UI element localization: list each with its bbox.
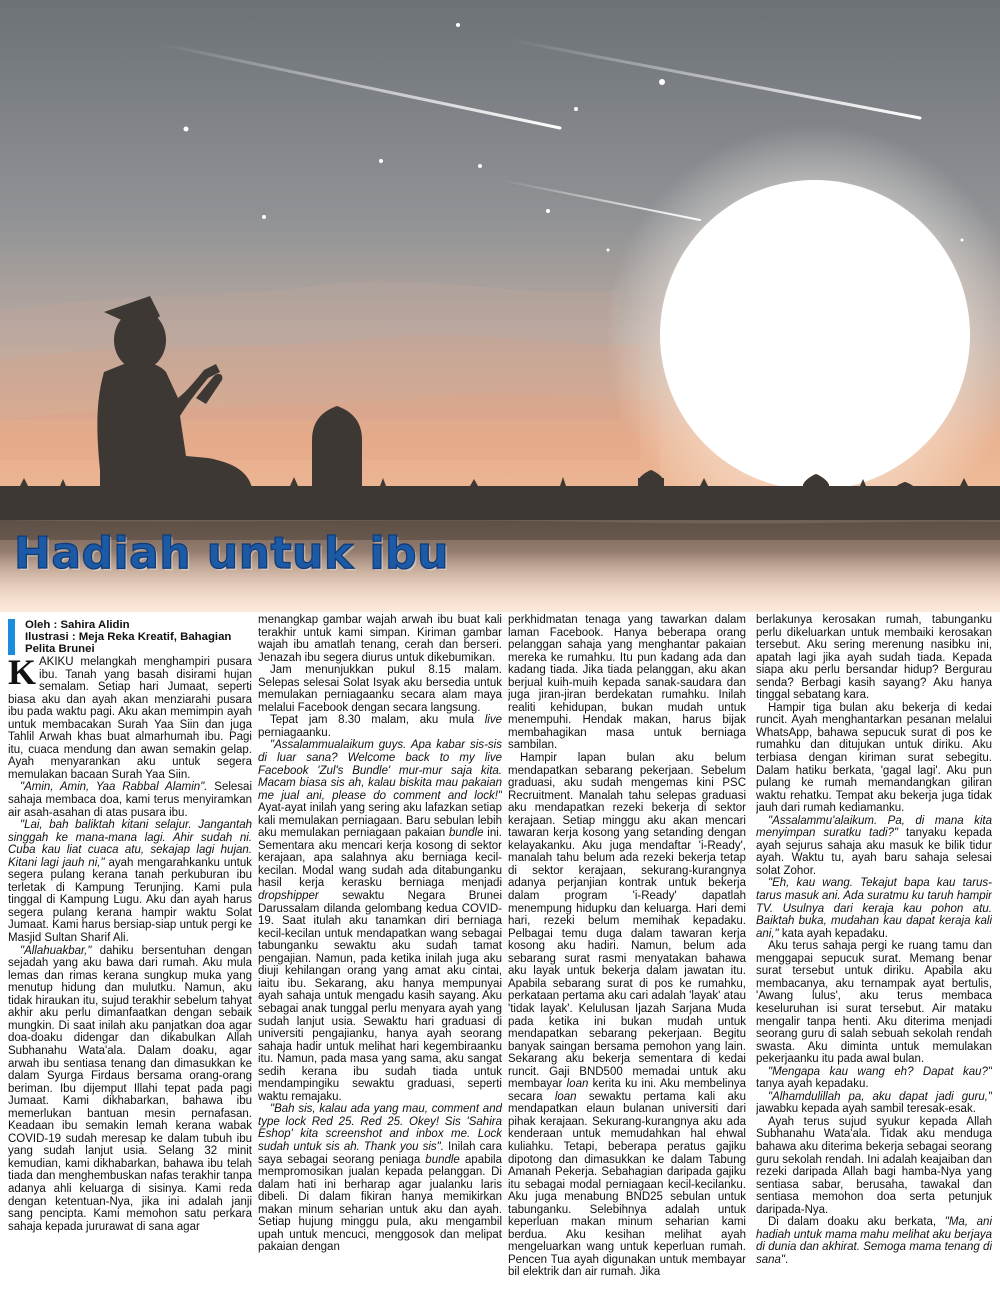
dialogue: "Bah sis, kalau ada yang mau, comment and type lock Red 25. Red 25. Okey! Sis 'Sahira Eshop' kita screenshot and inbox me. Lock sudah untuk sis ah. Thank you sis". xyxy=(258,1103,502,1153)
paragraph-text: sewaktu pertama kali aku mendapatkan elaun bulanan universiti dari pihak kerajaan. Sekurang-kurangnya aku ada kenderaan untuk memudahkan hal ehwal kuliahku. Tetapi, beberapa peratus gajiku dipotong dan dimasukkan ke dalam Tabung Amanah Pekerja. Sebahagian daripada gajiku itu sebagai modal perniagaan kecil-kecilanku. Aku juga menabung BND25 sebulan untuk tabunganku. Selebihnya adalah untuk keperluan makan minum seharian kami berdua. Aku kesihan melihat ayah mengeluarkan wang untuk keperluan rumah. Pencen Tua ayah digunakan untuk membayar bil elektrik dan air rumah. Jika xyxy=(508,1090,746,1279)
paragraph-text: AKIKU melangkah menghampiri pusara ibu. Tanah yang basah disirami hujan semalam. Setiap hari Jumaat, seperti biasa aku dan ayah akan menziarahi pusara ibu pada waktu pagi. Aku akan memimpin ayah untuk membacakan Surah Yaa Siin dan juga Tahlil Arwah khas buat almarhumah ibu. Pagi itu, cuaca mendung dan awan semakin gelap. Ayah menyarankan aku untuk segera memulakan bacaan Surah Yaa Siin. xyxy=(8,656,252,781)
paragraph xyxy=(258,714,502,739)
paragraph-text: Aku terus sahaja pergi ke ruang tamu dan menggapai sepucuk surat. Memang benar surat tersebut untuk diriku. Apabila aku membacanya, aku ternampak ayat bertulis, 'Awang lulus', aku terus membaca keseluruhan isi surat tersebut. Air mataku mengalir tanpa henti. Aku diterima menjadi seorang guru di salah sebuah sekolah rendah swasta. Aku diminta untuk memulakan pekerjaanku itu pada awal bulan. xyxy=(756,940,992,1066)
dialogue: "Allahuakbar," xyxy=(20,944,92,957)
paragraph xyxy=(756,877,992,940)
paragraph-text: ini. Sementara aku mencari kerja kosong di sektor kerajaan, apa salahnya aku berniaga kecil-kecilan. Modal wang sudah ada ditabunganku hasil kerja kerasku berniaga menjadi xyxy=(258,827,502,890)
dialogue: "Assalammu'alaikum. Pa, di mana kita menyimpan suratku tadi?" xyxy=(756,814,992,840)
paragraph-text: menangkap gambar wajah arwah ibu buat kali terakhir untuk kami simpan. Kiriman gambar wajah ibu amatlah tenang, cerah dan berseri. Jenazah ibu segera diurus untuk dikebumikan. xyxy=(258,614,502,664)
emphasis: bundle xyxy=(448,827,484,840)
dialogue: "Lai, bah baliktah kitani selajur. Jangantah singgah ke mana-mana lagi. Ahir sudah ni. Cuba kau liat cuaca atu, sekajap lagi hujan. Kitani lagi jauh ni," xyxy=(8,819,252,869)
paragraph xyxy=(756,1116,992,1216)
paragraph-text: Ayat-ayat inilah yang sering aku lafazkan setiap kali memulakan perniagaan. Baru sebulan lebih aku memulakan perniagaan pakaian xyxy=(258,802,502,840)
dialogue: "Assalammualaikum guys. Apa kabar sis-sis di luar sana? Welcome back to my live Facebook 'Zul's Bundle' mur-mur saja kita. Macam biasa sis ah, kalau biskita mau pakaian me jual ani, please do comment and lock!" xyxy=(258,739,502,802)
paragraph-text: . xyxy=(785,1253,789,1266)
paragraph-text: ayah mengarahkanku untuk segera pulang kerana tanah perkuburan ibu terletak di Kampung Terunjing. Kami pula tinggal di Kampung Lugu. Aku dan ayah harus segera pulang kerana hampir waktu Solat Jumaat. Kami harus bersiap-siap untuk pergi ke Masjid Sultan Sharif Ali. xyxy=(8,856,252,945)
paragraph-text: Jam menunjukkan pukul 8.15 malam. Selepas selesai Solat Isyak aku bersedia untuk memulakan perniagaanku secara alam maya melalui Facebook dengan secara langsung. xyxy=(258,664,502,714)
paragraph xyxy=(8,656,252,781)
paragraph-text: Di dalam doaku aku berkata, xyxy=(768,1216,945,1229)
drop-cap: K xyxy=(8,656,37,692)
illustration-credit: Ilustrasi : Meja Reka Kreatif, Bahagian xyxy=(25,631,232,643)
paragraph-text: Hampir tiga bulan aku bekerja di kedai runcit. Ayah menghantarkan pesanan melalui WhatsApp, bahawa sepucuk surat di pos ke rumahku dan ditujukan untuk diriku. Aku terbiasa dengan kiriman surat sebegitu. Dalam hatiku berkata, 'gagal lagi'. Aku pun pulang ke rumah memandangkan giliran waktu rehatku. Tempat aku bekerja juga tidak jauh dari rumah kediamanku. xyxy=(756,701,992,815)
dialogue: "Eh, kau wang. Tekajut bapa kau tarus-tarus masuk ani. Ada suratmu ku taruh hampir TV. Usulnya dari keraja kau pohon atu. Baiktah buka, mudahan kau dapat keraja kali ani," xyxy=(756,877,992,940)
paragraph xyxy=(756,702,992,815)
paragraph-text: tanya ayah kepadaku. xyxy=(756,1078,869,1091)
byline xyxy=(8,619,269,655)
paragraph-text: kerita ku ini. Aku membelinya secara xyxy=(508,1078,746,1103)
emphasis: live xyxy=(484,714,502,727)
article-title: Hadiah untuk ibu xyxy=(14,528,449,579)
paragraph-text: Ayah terus sujud syukur kepada Allah Subhanahu Wata'ala. Tidak aku menduga bahawa aku diterima bekerja sebagai seorang guru sekolah rendah. Ini adalah keajaiban dan rezeki daripada Allah bagi hamba-Nya yang sentiasa sabar, berusaha, tawakal dan sentiasa memohon doa serta petunjuk daripada-Nya. xyxy=(756,1115,992,1216)
paragraph xyxy=(756,815,992,878)
paragraph-text: kata ayah kepadaku. xyxy=(778,927,888,940)
paragraph-text: tanyaku kepada ayah sejurus sahaja aku masuk ke bilik tidur ayah. Waktu tu, ayah baru sahaja selesai solat Zohor. xyxy=(756,827,992,877)
paragraph xyxy=(8,945,252,1234)
paragraph xyxy=(756,1216,992,1266)
paragraph-text: perniagaanku. xyxy=(258,726,331,739)
paragraph-text: sewaktu Negara Brunei Darussalam dilanda gelombang kedua COVID-19. Saat itulah aku tanamkan diri berniaga kecil-kecilan untuk mendapatkan wang sebagai tabunganku sewaktu aku sudah tamat pengajian. Namun, pada ketika inilah juga aku diuji kehilangan orang yang amat aku cintai, iaitu ibu. Sekarang, aku hanya mempunyai ayah sahaja untuk mengadu kasih sayang. Aku sebagai anak tunggal perlu menyara ayah yang sudah lanjut usia. Sewaktu hari graduasi di universiti pengajianku, hanya ayah seorang sahaja hadir untuk melihat hari kegembiraanku itu. Namun, pada masa yang sama, aku sangat sedih kerana ibu sudah tiada untuk mendampingiku sewaktu graduasi, seperti waktu remajaku. xyxy=(258,890,502,1103)
dialogue: "Mengapa kau wang eh? Dapat kau?" xyxy=(768,1065,992,1078)
paragraph-text: perkhidmatan tenaga yang tawarkan dalam laman Facebook. Hanya beberapa orang pelanggan sahaja yang menghantar pakaian mereka ke rumahku. Itu pun kadang ada dan kadang tiada. Jika tiada pelanggan, aku akan berjual kuih-muih kepada sanak-saudara dan juga jiran-jiran berdekatan rumahku. Inilah realiti kehidupan, bukan mudah untuk menempuhi. Hendak makan, harus bijak membahagikan masa untuk berniaga sambilan. xyxy=(508,614,746,752)
paragraph xyxy=(258,664,502,714)
paragraph-text: Selesai sahaja membaca doa, kami terus menyiramkan air asah-asahan di atas pusara ibu. xyxy=(8,781,252,819)
paragraph xyxy=(258,1103,502,1254)
paragraph-text: dahiku bersentuhan dengan sejadah yang aku bawa dari rumah. Aku mula lemas dan rimas kerana sungkup muka yang menutup hidung dan mulutku. Namun, aku tidak hiraukan itu, sujud terakhir sebelum tahyat akhir aku perlu dimanfaatkan dengan sebaik mungkin. Di saat inilah aku panjatkan doa agar doa-doaku didengar dan dikabulkan Allah Subhanahu Wata'ala. Dalam doaku, agar arwah ibu sentiasa tenang dan dimasukkan ke dalam Syurga Firdaus bersama orang-orang beriman. Ibu dijemput Illahi tepat pada pagi Jumaat. Kami dikhabarkan, bahawa ibu memerlukan bantuan mesin pernafasan. Keadaan ibu semakin lemah kerana wabak COVID-19 sudah meresap ke dalam tubuh ibu yang sudah lanjut usia. Selang 32 minit kemudian, kami dikhabarkan, bahawa ibu telah tiada dan menghembuskan nafas terakhir tanpa adanya ahli keluarga di sisinya. Kami reda dengan ketentuan-Nya, jika ini adalah janji sang pencipta. Kami memohon satu perkara sahaja kepada jururawat di sana agar xyxy=(8,944,252,1233)
dialogue: "Alhamdulillah pa, aku dapat jadi guru," xyxy=(768,1090,992,1103)
emphasis: loan xyxy=(566,1078,589,1091)
paragraph xyxy=(756,1091,992,1116)
illustration-credit-2: Pelita Brunei xyxy=(25,643,95,655)
paragraph xyxy=(8,819,252,944)
paragraph-text: berlakunya kerosakan rumah, tabunganku perlu dikeluarkan untuk membaiki kerosakan tersebut. Aku sering merenung nasibku ini, apatah lagi jika ayah sudah tiada. Kepada siapa aku perlu bersandar hidup? Bergurau senda? Berbagi kasih sayang? Aku hanya tinggal sebatang kara. xyxy=(756,614,992,702)
paragraph xyxy=(756,614,992,702)
paragraph xyxy=(8,781,252,819)
paragraph-text: Tepat jam 8.30 malam, aku mula xyxy=(270,714,485,727)
paragraph xyxy=(756,1066,992,1091)
paragraph xyxy=(508,614,746,752)
paragraph xyxy=(756,940,992,1065)
paragraph xyxy=(508,752,746,1279)
paragraph xyxy=(258,739,502,1103)
dialogue: "Ma, ani hadiah untuk mama mahu melihat aku berjaya di dunia dan akhirat. Semoga mama tenang di sana" xyxy=(756,1216,992,1266)
article-column-1 xyxy=(8,656,252,1292)
emphasis: loan xyxy=(554,1090,577,1103)
dialogue: "Amin, Amin, Yaa Rabbal Alamin". xyxy=(20,781,208,794)
paragraph xyxy=(258,614,502,664)
emphasis: dropshipper xyxy=(258,890,319,903)
paragraph-text: Inilah cara saya sebagai seorang peniaga xyxy=(258,1140,502,1166)
article-column-3 xyxy=(508,614,746,1292)
article-column-4 xyxy=(756,614,992,1292)
author-credit: Oleh : Sahira Alidin xyxy=(25,619,130,631)
article-column-2 xyxy=(258,614,502,1292)
paragraph-text: jawabku kepada ayah sambil teresak-esak. xyxy=(756,1103,976,1116)
night-cemetery-illustration xyxy=(0,0,1000,612)
paragraph-text: Hampir lapan bulan aku belum mendapatkan sebarang pekerjaan. Sebelum graduasi, aku sudah mengemas kini PSC Recruitment. Manalah tahu selepas graduasi aku mendapatkan rezeki bekerja di sektor kerajaan. Setiap minggu aku akan mencari tawaran kerja kosong yang setanding dengan kelayakanku. Aku juga mendaftar 'i-Ready', manalah tahu belum ada rezeki bekerja tetap di sektor kerajaan, sekurang-kurangnya adanya perjanjian kontrak untuk bekerja dalam program 'i-Ready' dapatlah menempung hidupku dan keluarga. Hari demi hari, rezeki belum memihak kepadaku. Pelbagai temu duga dalam tawaran kerja kosong aku hadiri. Namun, belum ada sebarang surat rasmi menyatakan bahawa aku layak untuk bekerja dalam jawatan itu. Apabila sebarang surat di pos ke rumahku, perkataan pertama aku cari adalah 'layak' atau 'tidak layak'. Kelulusan Ijazah Sarjana Muda pada ketika ini bukan mudah untuk mendapatkan sebarang pekerjaan. Begitu banyak saingan bersama pemohon yang lain. Sekarang aku bekerja sementara di kedai runcit. Gaji BND500 memadai untuk aku membayar xyxy=(508,752,746,1091)
paragraph-text: apabila mempromosikan jualan kepada pelanggan. Di dalam hati ini berharap agar jualanku laris dibeli. Di dalam fikiran hanya memikirkan makan minum seharian untuk aku dan ayah. Setiap hujung minggu pula, aku mengambil upah untuk mencuci, menggosok dan melipat pakaian dengan xyxy=(258,1153,502,1254)
emphasis: bundle xyxy=(425,1153,460,1166)
